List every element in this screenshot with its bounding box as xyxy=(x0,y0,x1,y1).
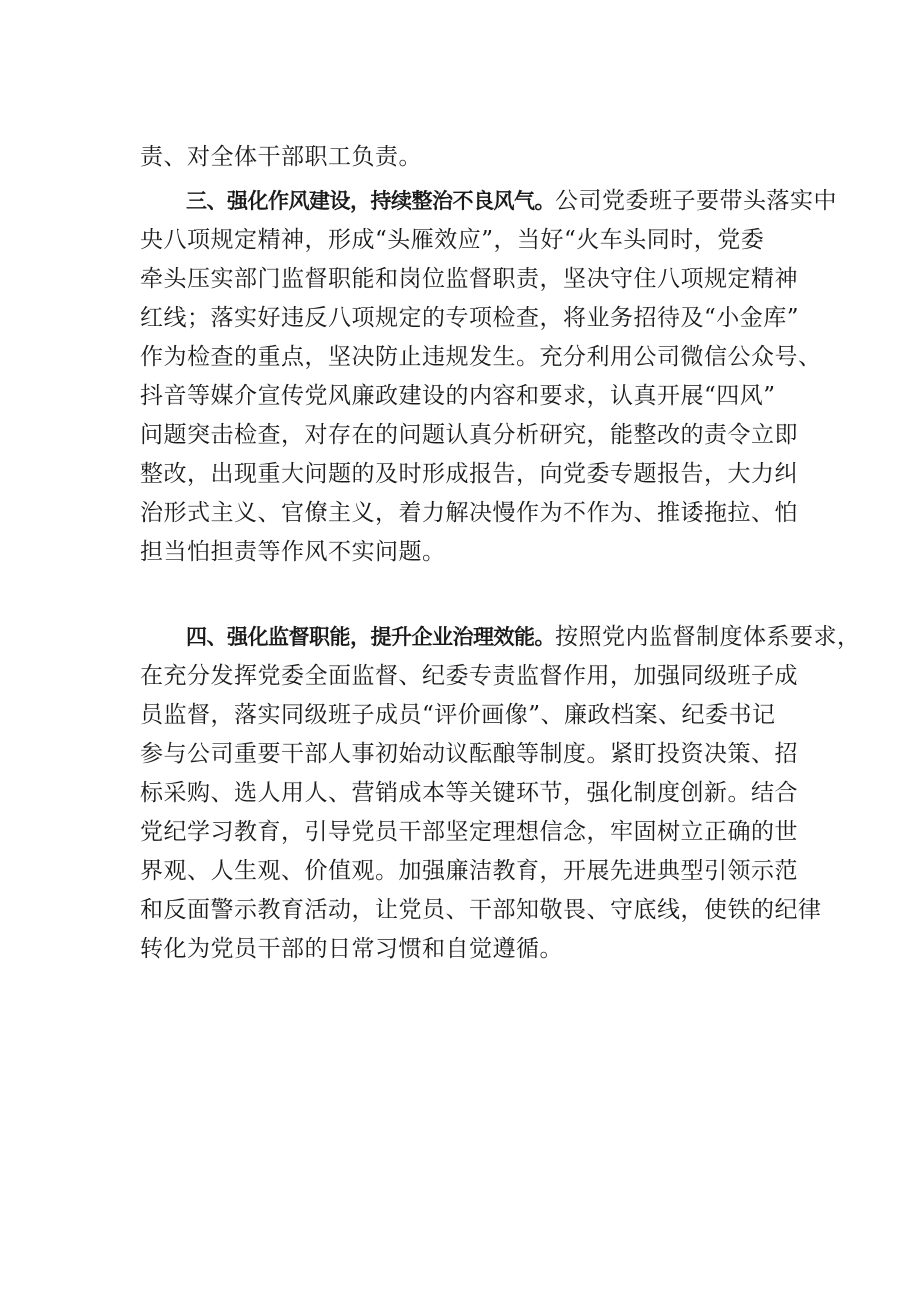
paragraph-line: 牵头压实部门监督职能和岗位监督职责，坚决守住八项规定精神 xyxy=(140,266,798,292)
continuation-paragraph xyxy=(140,138,790,177)
paragraph-line: 担当怕担责等作风不实问题。 xyxy=(140,539,446,565)
paragraph-line: 问题突击检查，对存在的问题认真分析研究，能整改的责令立即 xyxy=(140,422,798,448)
section-4-paragraph xyxy=(140,618,861,969)
paragraph-line: 责、对全体干部职工负责。 xyxy=(140,144,422,170)
paragraph-line: 员监督，落实同级班子成员“评价画像”、廉政档案、纪委书记 xyxy=(140,702,776,728)
paragraph-line: 作为检查的重点，坚决防止违规发生。充分利用公司微信公众号、 xyxy=(140,344,822,370)
paragraph-line: 治形式主义、官僚主义，着力解决慢作为不作为、推诿拖拉、怕 xyxy=(140,500,798,526)
paragraph-line: 在充分发挥党委全面监督、纪委专责监督作用，加强同级班子成 xyxy=(140,663,798,689)
section-4-heading: 四、强化监督职能，提升企业治理效能。 xyxy=(186,625,555,649)
paragraph-line: 公司党委班子要带头落实中 xyxy=(555,188,837,214)
paragraph-line: 和反面警示教育活动，让党员、干部知敬畏、守底线，使铁的纪律 xyxy=(140,897,822,923)
section-3-paragraph xyxy=(140,182,837,572)
paragraph-first-line xyxy=(140,182,837,221)
section-3-heading: 三、强化作风建设，持续整治不良风气。 xyxy=(186,189,555,213)
paragraph-first-line xyxy=(140,618,861,657)
paragraph-line: 党纪学习教育，引导党员干部坚定理想信念，牢固树立正确的世 xyxy=(140,819,798,845)
paragraph-line: 标采购、选人用人、营销成本等关键环节，强化制度创新。结合 xyxy=(140,780,798,806)
paragraph-line: 转化为党员干部的日常习惯和自觉遵循。 xyxy=(140,936,563,962)
paragraph-line: 抖音等媒介宣传党风廉政建设的内容和要求，认真开展“四风” xyxy=(140,383,776,409)
paragraph-line: 红线；落实好违反八项规定的专项检查，将业务招待及“小金库” xyxy=(140,305,800,331)
paragraph-line: 界观、人生观、价值观。加强廉洁教育，开展先进典型引领示范 xyxy=(140,858,798,884)
paragraph-line: 央八项规定精神，形成“头雁效应”，当好“火车头同时，党委 xyxy=(140,227,765,253)
paragraph-line: 参与公司重要干部人事初始动议酝酿等制度。紧盯投资决策、招 xyxy=(140,741,798,767)
paragraph-line: 按照党内监督制度体系要求， xyxy=(555,624,861,650)
paragraph-line: 整改，出现重大问题的及时形成报告，向党委专题报告，大力纠 xyxy=(140,461,798,487)
